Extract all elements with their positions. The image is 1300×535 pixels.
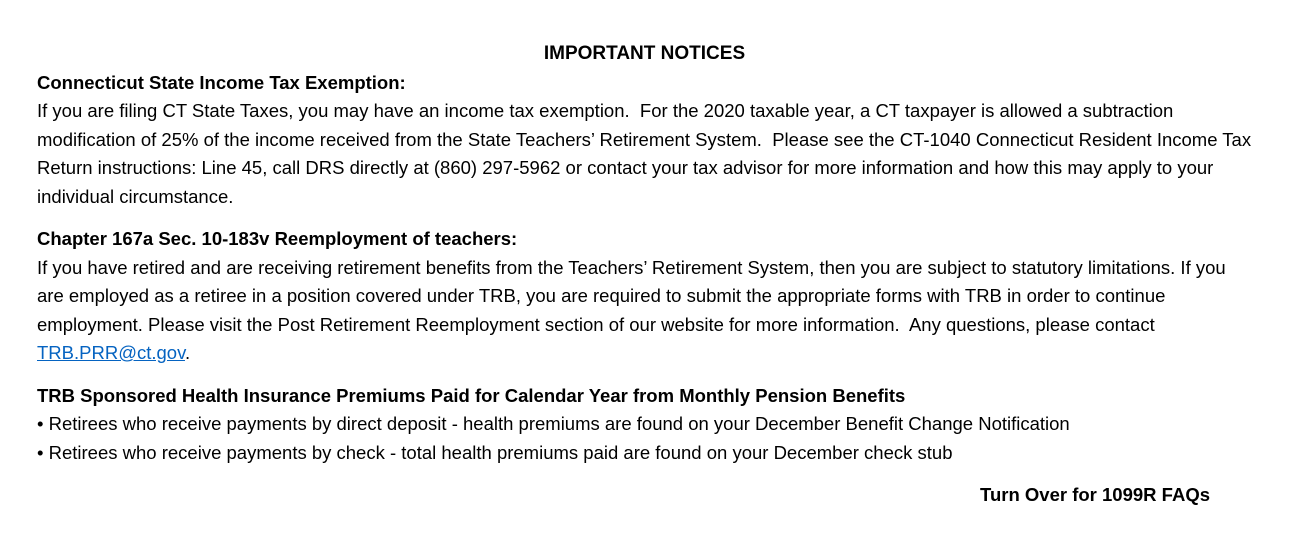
trb-prr-email-link[interactable]: TRB.PRR@ct.gov: [37, 342, 185, 363]
reemployment-text-after-link: .: [184, 342, 191, 363]
section-reemployment: [37, 225, 1252, 368]
reemployment-text-before-link: If you have retired and are receiving retirement benefits from the Teachers’ Retirement System, then you are subject to statutory limitations. If you are employed as a retiree in a position covered under TRB, you are required to submit the appropriate forms with TRB in order to continue employment. Please visit the Post Retirement Reemployment section of our website for more information. Any questions, please contact: [37, 256, 1231, 335]
bullet-direct-deposit: • Retirees who receive payments by direct deposit - health premiums are found on your December Benefit Change Notification: [37, 413, 1070, 434]
section-ct-tax-exemption: [37, 69, 1257, 212]
section-heading-health-premiums: TRB Sponsored Health Insurance Premiums Paid for Calendar Year from Monthly Pension Benefits: [37, 384, 906, 406]
section-body-ct-tax-exemption: If you are filing CT State Taxes, you may have an income tax exemption. For the 2020 taxable year, a CT taxpayer is allowed a subtraction modification of 25% of the income received from the State Teachers’ Retirement System. Please see the CT-1040 Connecticut Resident Income Tax Return instructions: Line 45, call DRS directly at (860) 297-5962 or contact your tax advisor for more information and how this may apply to your individual circumstance.: [37, 100, 1257, 207]
section-heading-ct-tax-exemption: Connecticut State Income Tax Exemption:: [37, 71, 406, 93]
section-health-premiums: [37, 382, 1252, 468]
section-body-reemployment: [37, 254, 1252, 368]
bullet-check: • Retirees who receive payments by check - total health premiums paid are found on your December check stub: [37, 441, 953, 463]
turn-over-note: Turn Over for 1099R FAQs: [980, 484, 1210, 505]
section-heading-reemployment: Chapter 167a Sec. 10-183v Reemployment of teachers:: [37, 228, 518, 249]
page-title: IMPORTANT NOTICES: [543, 43, 746, 64]
